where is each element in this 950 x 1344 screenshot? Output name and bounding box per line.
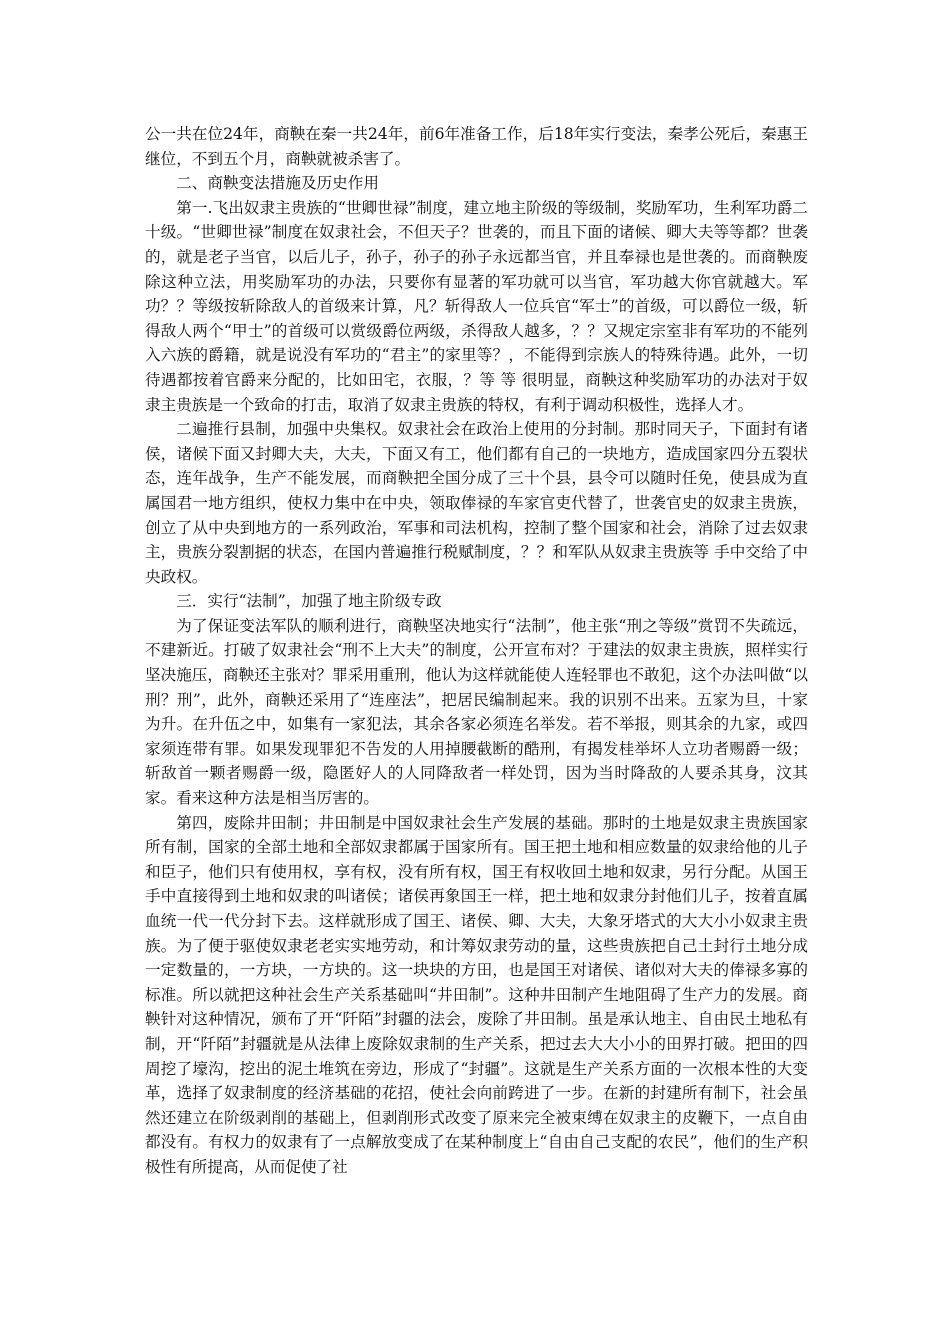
paragraph-first-measure: 第一.飞出奴隶主贵族的“世卿世禄”制度，建立地主阶级的等级制，奖励军功，生利军功爵二十级。“世卿世禄”制度在奴隶社会，不但天子？世袭的，而且下面的诸候、卿大夫等等都？世袭的，就是老子当官，以后儿子，孙子，孙子的孙子永远都当官，并且奉禄也是世袭的。而商鞅废除这种立法，用奖励军功的办法，只要你有显著的军功就可以当官，军功越大你官就越大。军功？？等级按斩除敌人的首级来计算，凡？斩得敌人一位兵官“军士”的首级，可以爵位一级，斩得敌人两个“甲士”的首级可以赏级爵位两级，杀得敌人越多，？？又规定宗室非有军功的不能列入六族的爵籍，就是说没有军功的“君主”的家里等？，不能得到宗族人的特殊待遇。此外，一切待遇都按着官爵来分配的，比如田宅，衣服，？等 等 很明显，商鞅这种奖励军功的办法对于奴隶主贵族是一个致命的打击，取消了奴隶主贵族的特权，有利于调动积极性，选择人才。 — [145, 198, 808, 414]
paragraph-county-system: 二遍推行县制，加强中央集权。奴隶社会在政治上使用的分封制。那时同天子，下面封有诸侯，诸候下面又封卿大夫，大夫，下面又有工，他们都有自己的一块地方，造成国家四分五裂状态，连年战争，生产不能发展，而商鞅把全国分成了三十个县，县令可以随时任免，使县成为直属国君一地方组织，使权力集中在中央，领取俸禄的车家官吏代替了，世袭官史的奴隶主贵族，创立了从中央到地方的一系列政治，军事和司法机构，控制了整个国家和社会，消除了过去奴隶主，贵族分裂割据的状态，在国内普遍推行税赋制度，？？和军队从奴隶主贵族等 手中交给了中央政权。 — [145, 420, 808, 586]
paragraph-legal-system: 为了保证变法军队的顺利进行，商鞅坚决地实行“法制”，他主张“刑之等级”赏罚不失疏远，不建新近。打破了奴隶社会“刑不上大夫”的制度，公开宣布对？于建法的奴隶主贵族，照样实行坚决施压，商鞅还主张对？罪采用重刑，他认为这样就能使人连轻罪也不敢犯，这个办法叫做“以刑？刑”，此外，商鞅还采用了“连座法”，把居民编制起来。我的识别不出来。五家为旦，十家为升。在升伍之中，如集有一家犯法，其余各家必须连名举发。若不举报，则其余的九家，或四家须连带有罪。如果发现罪犯不告发的人用掉腰截断的酷刑，有揭发桂举坏人立功者赐爵一级；斩敌首一颗者赐爵一级，隐匿好人的人同降敌者一样处罚，因为当时降敌的人要杀其身，汶其家。看来这种方法是相当厉害的。 — [145, 616, 808, 808]
paragraph-well-field: 第四，废除井田制；井田制是中国奴隶社会生产发展的基础。那时的土地是奴隶主贵族国家所有制，国家的全部土地和全部奴隶都属于国家所有。国王把土地和相应数量的奴隶给他的儿子和臣子，他们只有使用权，享有权，没有所有权，国王有权收回土地和奴隶，另行分配。从国王手中直接得到土地和奴隶的叫诸侯；诸侯再象国王一样，把土地和奴隶分封他们儿子，按着直属血统一代一代分封下去。这样就形成了国王、诸侯、卿、大夫，大象牙塔式的大大小小奴隶主贵族。为了便于驱使奴隶老老实实地劳动，和计筹奴隶劳动的量，这些贵族把自己土封行土地分成一定数量的，一方块，一方块的。这一块块的方田，也是国王对诸侯、诸似对大夫的俸禄多寡的标准。所以就把这种社会生产关系基础叫“井田制”。这种井田制产生地阻碍了生产力的发展。商鞅针对这种情况，颁布了开“阡陌”封疆的法会，废除了井田制。虽是承认地主、自由民土地私有制，开“阡陌”封疆就是从法律上废除奴隶制的生产关系，把过去大大小小的田界打破。把田的四周挖了壕沟，挖出的泥土堆筑在旁边，形成了“封疆”。这就是生产关系方面的一次根本性的大变革，选择了奴隶制度的经济基础的花招，使社会向前跨进了一步。在新的封建所有制下，社会虽然还建立在阶级剥削的基础上，但剥削形式改变了原来完全被束缚在奴隶主的皮鞭下，一点自由都没有。有权力的奴隶有了一点解放变成了在某种制度上“自由自己支配的农民”，他们的生产积极性有所提高，从而促使了社 — [145, 813, 808, 1176]
document-page — [145, 122, 808, 1180]
paragraph-continuation: 公一共在位24年，商鞅在秦一共24年，前6年准备工作，后18年实行变法，秦孝公死后，秦惠王继位，不到五个月，商鞅就被杀害了。 — [145, 125, 808, 168]
section-heading-three: 三．实行“法制”，加强了地主阶级专政 — [176, 592, 442, 611]
section-heading-two: 二、商鞅变法措施及历史作用 — [176, 174, 379, 193]
